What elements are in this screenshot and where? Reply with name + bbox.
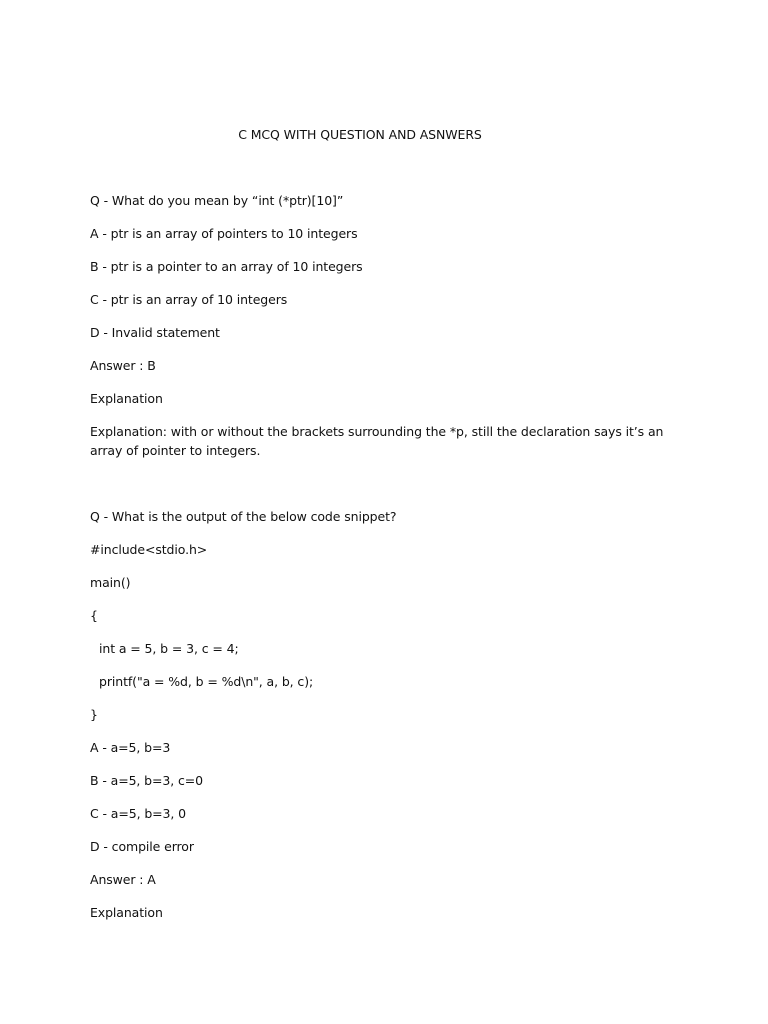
q1-option-b: B - ptr is a pointer to an array of 10 integers bbox=[90, 259, 363, 274]
q1-explanation-heading: Explanation bbox=[90, 391, 163, 406]
q2-code-line-4: int a = 5, b = 3, c = 4; bbox=[99, 641, 239, 656]
q2-option-a: A - a=5, b=3 bbox=[90, 740, 171, 755]
q2-option-d: D - compile error bbox=[90, 839, 194, 854]
q1-option-a: A - ptr is an array of pointers to 10 integers bbox=[90, 226, 358, 241]
q2-option-c: C - a=5, b=3, 0 bbox=[90, 806, 186, 821]
q2-question: Q - What is the output of the below code snippet? bbox=[90, 509, 397, 524]
q2-option-b: B - a=5, b=3, c=0 bbox=[90, 773, 203, 788]
document-title: C MCQ WITH QUESTION AND ASNWERS bbox=[238, 127, 482, 142]
q1-answer: Answer : B bbox=[90, 358, 156, 373]
q2-code-line-6: } bbox=[90, 707, 98, 722]
q2-code-line-1: #include<stdio.h> bbox=[90, 542, 208, 557]
q2-code-line-2: main() bbox=[90, 575, 131, 590]
q1-option-d: D - Invalid statement bbox=[90, 325, 220, 340]
q1-explanation: Explanation: with or without the brackets surrounding the *p, still the declaration says it’s an array of pointer to integers. bbox=[90, 424, 664, 458]
q1-question: Q - What do you mean by “int (*ptr)[10]” bbox=[90, 193, 344, 208]
q1-option-c: C - ptr is an array of 10 integers bbox=[90, 292, 288, 307]
q2-answer: Answer : A bbox=[90, 872, 156, 887]
q2-explanation-heading: Explanation bbox=[90, 905, 163, 920]
q2-code-line-5: printf("a = %d, b = %d\n", a, b, c); bbox=[99, 674, 314, 689]
q2-code-line-3: { bbox=[90, 608, 98, 623]
